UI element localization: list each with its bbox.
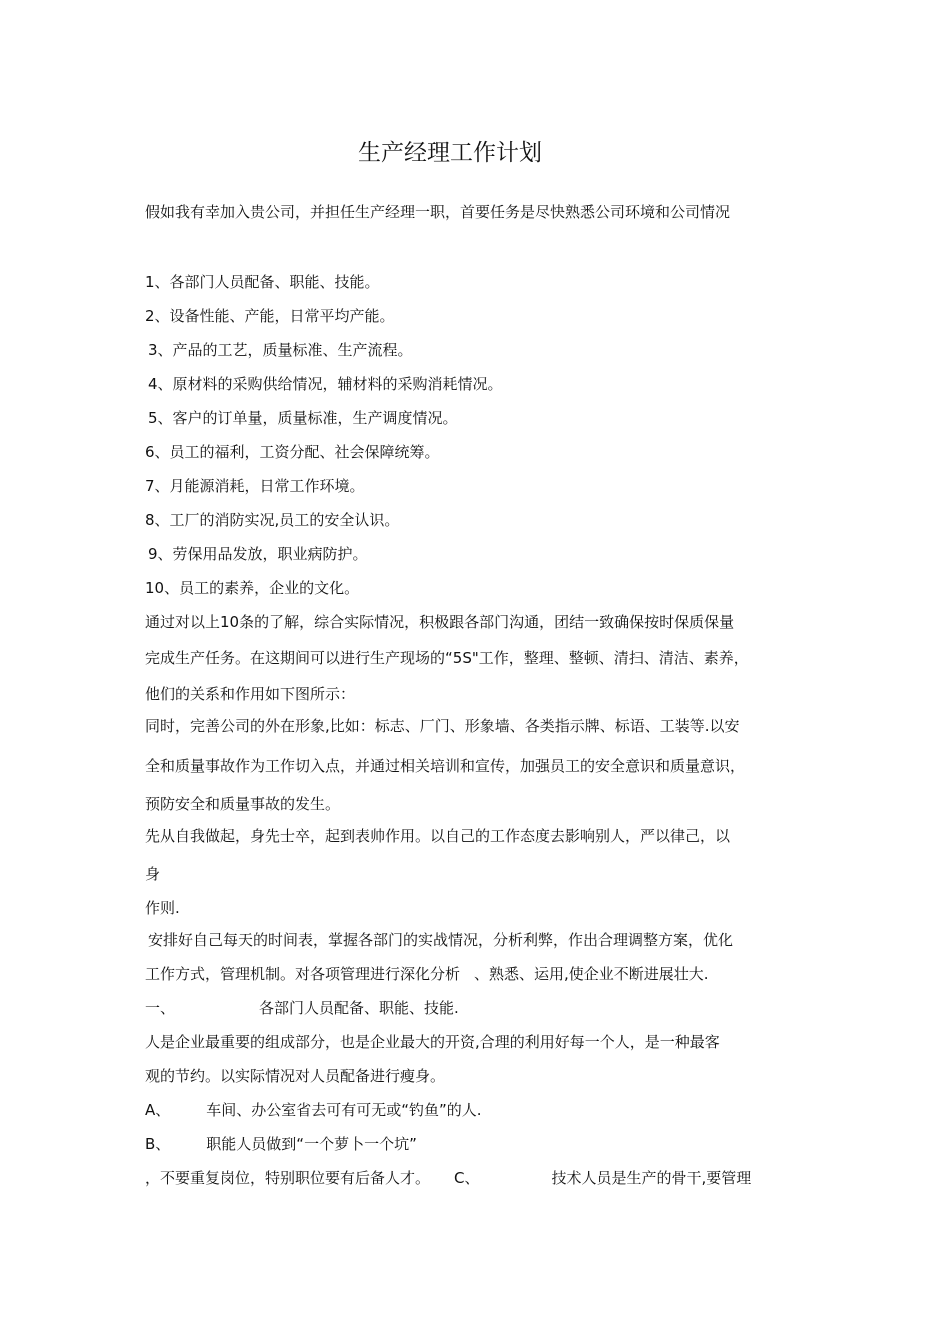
- sub-item-text: 车间、办公室省去可有可无或“钓鱼”的人.: [206, 1101, 482, 1119]
- paragraph-line: 安排好自己每天的时间表，掌握各部门的实战情况，分析利弊，作出合理调整方案，优化: [148, 931, 734, 949]
- paragraph-text: 工作方式，管理机制。对各项管理进行深化分析: [145, 965, 461, 983]
- paragraph-line: 全和质量事故作为工作切入点，并通过相关培训和宣传，加强员工的安全意识和质量意识，: [145, 757, 746, 775]
- list-item: 3、产品的工艺，质量标准、生产流程。: [148, 341, 413, 359]
- section-number: 一、: [145, 999, 176, 1017]
- paragraph-line: 预防安全和质量事故的发生。: [145, 795, 341, 813]
- paragraph-line: 作则.: [145, 899, 180, 917]
- paragraph-text: 、熟悉、运用,使企业不断进展壮大.: [474, 965, 709, 983]
- list-item: 6、员工的福利，工资分配、社会保障统筹。: [145, 443, 440, 461]
- paragraph-text: ，不要重复岗位，特别职位要有后备人才。: [145, 1169, 431, 1187]
- paragraph-line: 他们的关系和作用如下图所示：: [145, 685, 356, 703]
- section-title: 各部门人员配备、职能、技能.: [259, 999, 459, 1017]
- list-item: 8、工厂的消防实况,员工的安全认识。: [145, 511, 400, 529]
- paragraph-line: 人是企业最重要的组成部分，也是企业最大的开资,合理的利用好每一个人，是一种最客: [145, 1033, 720, 1051]
- sub-item: [145, 1134, 417, 1154]
- sub-item-label: A、: [145, 1101, 171, 1119]
- list-item: 5、客户的订单量，质量标准，生产调度情况。: [148, 409, 458, 427]
- document-title: 生产经理工作计划: [358, 140, 542, 166]
- sub-item-text: 职能人员做到“一个萝卜一个坑”: [206, 1135, 417, 1153]
- paragraph-line: 身: [145, 865, 161, 883]
- paragraph-line: [145, 1168, 751, 1188]
- paragraph-line: 通过对以上10条的了解，综合实际情况，积极跟各部门沟通，团结一致确保按时保质保量: [145, 613, 735, 631]
- sub-item-text: 技术人员是生产的骨干,要管理: [551, 1169, 752, 1187]
- sub-item-label: B、: [145, 1135, 171, 1153]
- list-item: 7、月能源消耗，日常工作环境。: [145, 477, 365, 495]
- intro-paragraph: 假如我有幸加入贵公司，并担任生产经理一职，首要任务是尽快熟悉公司环境和公司情况: [145, 203, 731, 221]
- list-item: 9、劳保用品发放，职业病防护。: [148, 545, 368, 563]
- list-item: 4、原材料的采购供给情况，辅材料的采购消耗情况。: [148, 375, 503, 393]
- list-item: 10、员工的素养，企业的文化。: [145, 579, 360, 597]
- list-item: 1、各部门人员配备、职能、技能。: [145, 273, 380, 291]
- section-heading: [145, 998, 459, 1018]
- sub-item-label: C、: [454, 1169, 480, 1187]
- paragraph-line: 同时，完善公司的外在形象,比如：标志、厂门、形象墙、各类指示牌、标语、工装等.以安: [145, 717, 740, 735]
- paragraph-line: 观的节约。以实际情况对人员配备进行瘦身。: [145, 1067, 446, 1085]
- paragraph-line: [145, 964, 709, 984]
- paragraph-line: 完成生产任务。在这期间可以进行生产现场的“5S"工作，整理、整顿、清扫、清洁、素养，: [145, 649, 749, 667]
- paragraph-line: 先从自我做起，身先士卒，起到表帅作用。以自己的工作态度去影响别人，严以律己，以: [145, 827, 731, 845]
- sub-item: [145, 1100, 482, 1120]
- list-item: 2、设备性能、产能，日常平均产能。: [145, 307, 395, 325]
